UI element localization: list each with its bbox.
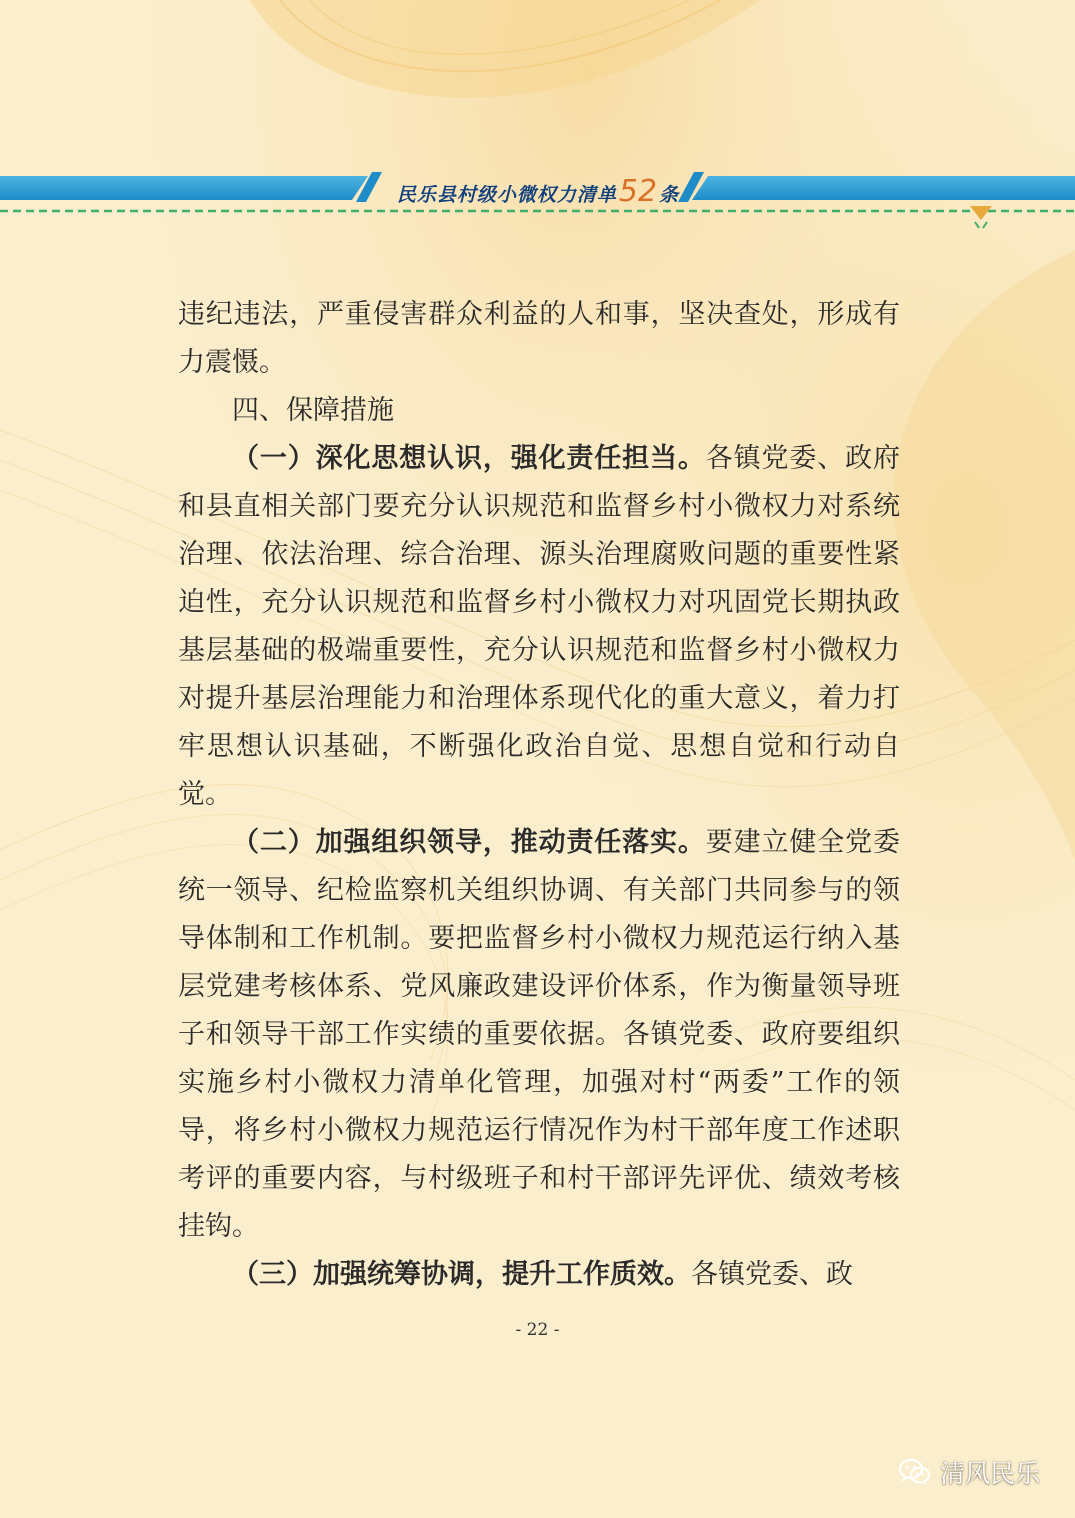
- title-number: 52: [618, 174, 658, 209]
- paragraph-measure-3: [178, 1251, 900, 1299]
- paragraph-lead: （一）深化思想认识，强化责任担当。: [232, 443, 706, 474]
- paragraph-measure-1: [178, 435, 900, 819]
- paragraph-continuation: [178, 291, 900, 387]
- section-heading-text: 四、保障措施: [232, 395, 394, 426]
- paragraph-lead: （二）加强组织领导，推动责任落实。: [232, 827, 706, 858]
- wechat-icon: [898, 1457, 932, 1487]
- title-suffix: 条: [659, 184, 680, 206]
- paragraph-text: 要建立健全党委统一领导、纪检监察机关组织协调、有关部门共同参与的领导体制和工作机制。要把监督乡村小微权力规范运行纳入基层党建考核体系、党风廉政建设评价体系，作为衡量领导班子和领导干部工作实绩的重要依据。各镇党委、政府要组织实施乡村小微权力清单化管理，加强对村“两委”工作的领导，将乡村小微权力规范运行情况作为村干部年度工作述职考评的重要内容，与村级班子和村干部评先评优、绩效考核挂钩。: [178, 827, 901, 1242]
- document-series-title: [388, 174, 688, 208]
- paragraph-text: 各镇党委、政府和县直相关部门要充分认识规范和监督乡村小微权力对系统治理、依法治理、综合治理、源头治理腐败问题的重要性紧迫性，充分认识规范和监督乡村小微权力对巩固党长期执政基层基础的极端重要性，充分认识规范和监督乡村小微权力对提升基层治理能力和治理体系现代化的重大意义，着力打牢思想认识基础，不断强化政治自觉、思想自觉和行动自觉。: [178, 443, 901, 810]
- paragraph-text: 违纪违法，严重侵害群众利益的人和事，坚决查处，形成有力震慑。: [178, 299, 900, 378]
- watermark-text: 清风民乐: [940, 1459, 1041, 1488]
- body-text: [178, 291, 900, 1299]
- paragraph-lead: （三）加强统筹协调，提升工作质效。: [232, 1259, 691, 1290]
- section-heading: [178, 387, 900, 435]
- paragraph-text: 各镇党委、政: [691, 1259, 853, 1290]
- paragraph-measure-2: [178, 819, 900, 1251]
- page-number: - 22 -: [515, 1320, 560, 1340]
- watermark: [898, 1450, 1040, 1494]
- title-prefix: 民乐县村级小微权力清单: [396, 184, 617, 206]
